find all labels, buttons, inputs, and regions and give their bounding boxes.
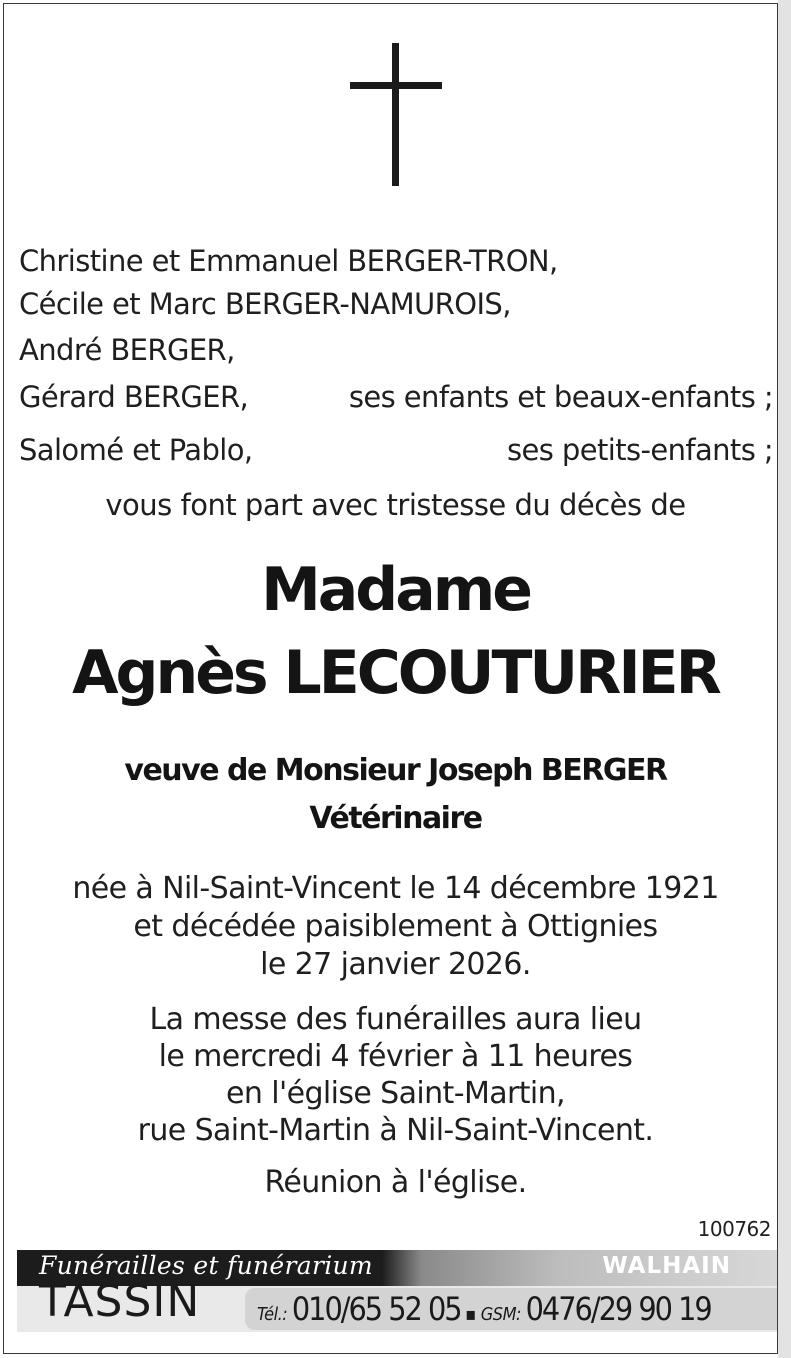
reference-number: 100762 xyxy=(697,1217,771,1241)
family-relation: ses enfants et beaux-enfants ; xyxy=(348,380,773,414)
family-line: André BERGER, xyxy=(19,333,235,367)
phone-box xyxy=(245,1288,777,1330)
deceased-title: Madame xyxy=(261,555,530,625)
widow-of: veuve de Monsieur Joseph BERGER xyxy=(124,753,667,788)
funeral-home-tagline: Funérailles et funérarium xyxy=(39,1251,373,1280)
family-line: Salomé et Pablo, xyxy=(19,433,253,467)
dates-line: née à Nil-Saint-Vincent le 14 décembre 1921 xyxy=(72,871,719,906)
gsm-number[interactable]: 0476/29 90 19 xyxy=(525,1290,711,1328)
profession: Vétérinaire xyxy=(309,801,482,836)
funeral-line: le mercredi 4 février à 11 heures xyxy=(158,1039,633,1074)
funeral-home-banner xyxy=(17,1250,777,1332)
funeral-home-city: WALHAIN xyxy=(602,1253,731,1279)
funeral-line: La messe des funérailles aura lieu xyxy=(149,1002,642,1037)
family-line: Gérard BERGER, xyxy=(19,380,249,414)
gathering-text: Réunion à l'église. xyxy=(264,1165,527,1200)
funeral-line: rue Saint-Martin à Nil-Saint-Vincent. xyxy=(137,1113,654,1148)
intro-text: vous font part avec tristesse du décès de xyxy=(105,488,686,522)
family-line: Christine et Emmanuel BERGER-TRON, xyxy=(19,244,558,278)
deceased-name: Agnès LECOUTURIER xyxy=(72,638,719,708)
tel-number[interactable]: 010/65 52 05 xyxy=(291,1290,461,1328)
dates-line: et décédée paisiblement à Ottignies xyxy=(133,909,658,944)
cross-icon xyxy=(350,43,442,186)
funeral-line: en l'église Saint-Martin, xyxy=(226,1076,565,1111)
separator-icon: ▪ xyxy=(465,1304,477,1325)
family-line: Cécile et Marc BERGER-NAMUROIS, xyxy=(19,287,511,321)
tel-label: Tél.: xyxy=(257,1304,288,1325)
dates-line: le 27 janvier 2026. xyxy=(260,947,531,982)
gsm-label: GSM: xyxy=(480,1304,522,1325)
funeral-home-brand: TASSIN xyxy=(39,1276,201,1327)
family-relation: ses petits-enfants ; xyxy=(507,433,773,467)
